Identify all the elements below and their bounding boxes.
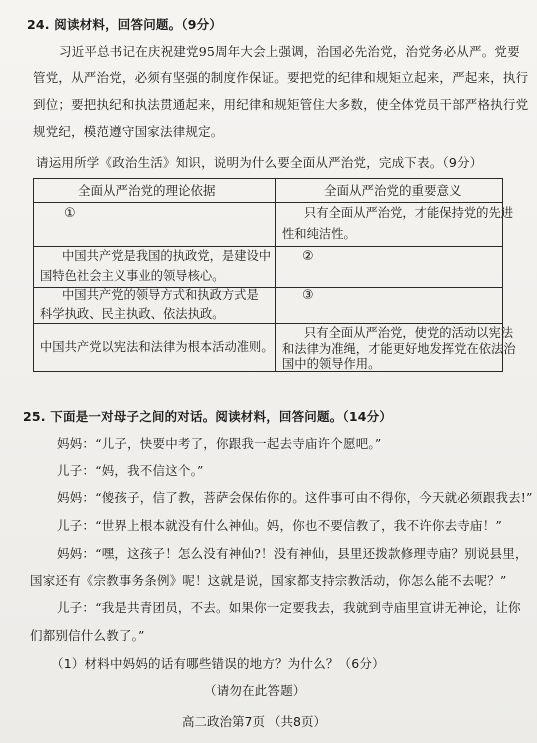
q25-dialogue-line-4: 儿子：“世界上根本就没有什么神仙。妈，你也不要信教了，我不许你去寺庙！”	[57, 518, 502, 533]
q25-dialogue-line-5: 妈妈：“嘿，这孩子！怎么没有神仙?！没有神仙，县里还拨款修理寺庙？别说县里，	[57, 546, 528, 561]
q25-heading: 25. 下面是一对母子之间的对话。阅读材料，回答问题。（14分）	[23, 409, 393, 424]
page-total-label: （共8页）	[268, 714, 326, 729]
q24-material-line-2: 管党，从严治党，必须有坚强的制度作保证。要把党的纪律和规矩立起来，严起来，执行	[33, 70, 529, 85]
q24-prompt: 请运用所学《政治生活》知识，说明为什么要全面从严治党，完成下表。（9分）	[36, 155, 483, 170]
q25-dialogue-line-8: 们都别信什么教了。”	[30, 628, 145, 643]
q25-dialogue-line-7: 儿子：“我是共青团员，不去。如果你一定要我去，我就到寺庙里宣讲无神论，让你	[57, 600, 521, 615]
table-cell-text: 和法律为准绳，才能更好地发挥党在依法治	[282, 342, 516, 356]
no-answer-notice: （请勿在此答题）	[204, 683, 306, 698]
table-cell-text: 国特色社会主义事业的领导核心。	[40, 269, 225, 283]
q24-material-line-1: 习近平总书记在庆祝建党95周年大会上强调，治国必先治党，治党务必从严。党要	[59, 44, 520, 59]
q25-dialogue-line-6: 国家还有《宗教事务条例》呢！这就是说，国家都支持宗教活动，你怎么能不去呢？”	[30, 573, 507, 588]
table-cell-blank-1: ①	[64, 206, 76, 221]
table-header-significance: 全面从严治党的重要意义	[324, 183, 462, 198]
q24-answer-table	[33, 178, 516, 372]
table-cell-text: 中国共产党以宪法和法律为根本活动准则。	[40, 340, 274, 354]
table-header-basis: 全面从严治党的理论依据	[78, 183, 216, 198]
table-cell-blank-3: ③	[302, 288, 314, 303]
table-column-divider	[275, 179, 276, 371]
table-cell-text: 只有全面从严治党，才能保持党的先进	[304, 206, 514, 220]
q25-sub-question-1: （1）材料中妈妈的话有哪些错误的地方？为什么？（6分）	[51, 656, 385, 671]
q25-dialogue-line-3: 妈妈：“傻孩子，信了教，菩萨会保佑你的。这件事可由不得你，今天就必须跟我去!”	[57, 490, 533, 505]
table-cell-text: 中国共产党的领导方式和执政方式是	[62, 288, 259, 302]
table-cell-text: 性和纯洁性。	[282, 227, 356, 241]
table-cell-text: 科学执政、民主执政、依法执政。	[40, 307, 225, 321]
q25-dialogue-line-1: 妈妈：“儿子，快要中考了，你跟我一起去寺庙许个愿吧。”	[57, 436, 382, 451]
table-cell-text: 国中的领导作用。	[282, 357, 381, 371]
q24-heading: 24. 阅读材料，回答问题。（9分）	[27, 17, 223, 32]
q25-dialogue-line-2: 儿子：“妈，我不信这个。”	[57, 463, 204, 478]
table-cell-blank-2: ②	[302, 249, 314, 264]
q24-material-line-3: 到位；要把执纪和执法贯通起来，用纪律和规矩管住大多数，使全体党员干部严格执行党	[33, 97, 529, 112]
table-cell-text: 中国共产党是我国的执政党，是建设中	[62, 249, 272, 263]
q24-material-line-4: 规党纪，模范遵守国家法律规定。	[33, 124, 224, 139]
page-number-label: 高二政治第7页	[182, 714, 265, 729]
table-cell-text: 只有全面从严治党，使党的活动以宪法	[304, 326, 514, 340]
